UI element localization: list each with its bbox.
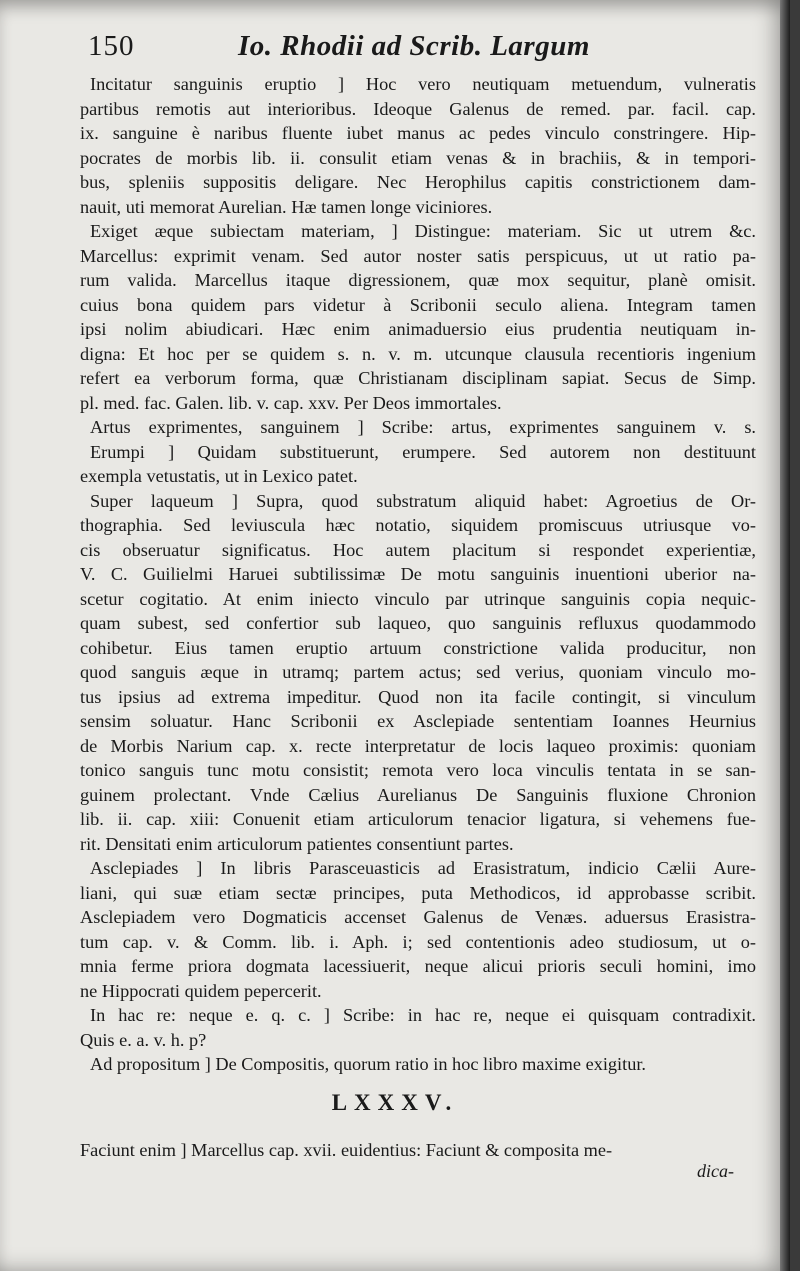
footer-line: Faciunt enim ] Marcellus cap. xvii. euidentius: Faciunt & composita me-: [80, 1140, 613, 1160]
text-line: cuius bona quidem pars videtur à Scribonii seculo aliena. Integram tamen: [80, 294, 756, 315]
text-line: pl. med. fac. Galen. lib. v. cap. xxv. Per Deos immortales.: [80, 392, 502, 413]
text-line: rum valida. Marcellus itaque digressionem, quæ mox sequitur, planè omisit.: [80, 270, 756, 290]
section-heading: LXXXV.: [331, 1090, 459, 1115]
text-line: quam subest, sed confertior sub laqueo, quo sanguinis refluxus quodammodo: [80, 613, 756, 633]
text-line: ipsi nolim abiudicari. Hæc enim animaduersio eius prudentia neutiquam in-: [80, 319, 756, 339]
text-line: bus, spleniis suppositis deligare. Nec Herophilus capitis constrictionem dam-: [80, 172, 756, 192]
text-line: Marcellus: exprimit venam. Sed autor noster satis perspicuus, ut ut ratio pa-: [80, 245, 756, 266]
text-line: Quis e. a. v. h. p?: [80, 1029, 207, 1050]
text-line: mnia ferme priora dogmata lacessiuerit, neque alicui prioris seculi homini, imo: [80, 956, 756, 976]
page-header: [88, 30, 778, 66]
text-line: Incitatur sanguinis eruptio ] Hoc vero neutiquam metuendum, vulneratis: [90, 74, 756, 94]
text-line: Exiget æque subiectam materiam, ] Distingue: materiam. Sic ut utrem &c.: [90, 221, 756, 241]
text-line: tonico sanguis tunc motu consistit; remota vero loca vinculis tentata in se san-: [80, 760, 756, 780]
text-line: Ad propositum ] De Compositis, quorum ratio in hoc libro maxime exigitur.: [90, 1054, 646, 1074]
text-line: de Morbis Narium cap. x. recte interpretatur de locis laqueo proximis: quoniam: [80, 735, 756, 756]
text-line: refert ea verborum forma, quæ Christianam disciplinam sapiat. Secus de Simp.: [80, 368, 756, 388]
text-line: thographia. Sed leviuscula hæc notatio, siquidem promiscuus utriusque vo-: [80, 515, 756, 535]
running-title: Io. Rhodii ad Scrib. Largum: [238, 30, 590, 62]
catchword: dica-: [697, 1161, 734, 1181]
text-line: guinem prolectant. Vnde Cælius Aurelianus De Sanguinis fluxione Chronion: [80, 784, 756, 805]
text-line: exempla vetustatis, ut in Lexico patet.: [80, 466, 358, 486]
text-line: tum cap. v. & Comm. lib. i. Aph. i; sed contentionis adeo studiosum, ut o-: [80, 931, 756, 952]
text-line: rit. Densitati enim articulorum patientes consentiunt partes.: [80, 833, 514, 854]
text-line: ix. sanguine è naribus fluente iubet manus ac pedes vinculo constringere. Hip-: [80, 123, 756, 143]
text-line: lib. ii. cap. xiii: Conuenit etiam articulorum tenacior ligatura, si vehemens fue-: [80, 809, 756, 829]
text-line: partibus remotis aut interioribus. Ideoque Galenus de remed. par. facil. cap.: [80, 98, 756, 119]
text-line: Asclepiadem vero Dogmaticis accenset Galenus de Venæs. aduersus Erasistra-: [80, 907, 756, 927]
text-line: scetur cogitatio. At enim iniecto vinculo par utrinque sanguinis copia nequic-: [80, 588, 756, 609]
text-line: tus ipsius ad extrema impeditur. Quod non ita facile contingit, si vinculum: [80, 686, 756, 707]
text-line: In hac re: neque e. q. c. ] Scribe: in hac re, neque ei quisquam contradixit.: [90, 1005, 756, 1025]
text-line: cohibetur. Eius tamen eruptio artuum constrictione valida producitur, non: [80, 637, 756, 658]
text-line: quod sanguis æque in utramq; partem actus; sed verius, quoniam vinculo mo-: [80, 662, 756, 682]
text-line: Asclepiades ] In libris Parasceuasticis ad Erasistratum, indicio Cælii Aure-: [90, 858, 756, 878]
text-line: pocrates de morbis lib. ii. consulit etiam venas & in brachiis, & in tempori-: [80, 147, 756, 168]
text-line: digna: Et hoc per se quidem s. n. v. m. utcunque clausula recentioris ingenium: [80, 343, 756, 364]
text-line: sensim soluatur. Hanc Scribonii ex Asclepiade sententiam Ioannes Heurnius: [80, 711, 756, 731]
text-line: nauit, uti memorat Aurelian. Hæ tamen longe viciniores.: [80, 196, 493, 217]
text-line: ne Hippocrati quidem pepercerit.: [80, 980, 322, 1001]
text-line: V. C. Guilielmi Haruei subtilissimæ De motu sanguinis inuentioni uberior na-: [80, 564, 756, 584]
text-line: Erumpi ] Quidam substituerunt, erumpere. Sed autorem non destituunt: [90, 441, 756, 462]
page-number: 150: [88, 30, 135, 62]
text-line: liani, qui suæ etiam sectæ principes, puta Methodicos, id approbasse scribit.: [80, 882, 756, 903]
text-line: Super laqueum ] Supra, quod substratum aliquid habet: Agroetius de Or-: [90, 490, 756, 511]
page-edge-shadow: [780, 0, 790, 1271]
text-line: cis obseruatur significatus. Hoc autem placitum si respondet experientiæ,: [80, 539, 756, 560]
body-text: [80, 72, 756, 1077]
text-line: Artus exprimentes, sanguinem ] Scribe: artus, exprimentes sanguinem v. s.: [90, 417, 756, 437]
